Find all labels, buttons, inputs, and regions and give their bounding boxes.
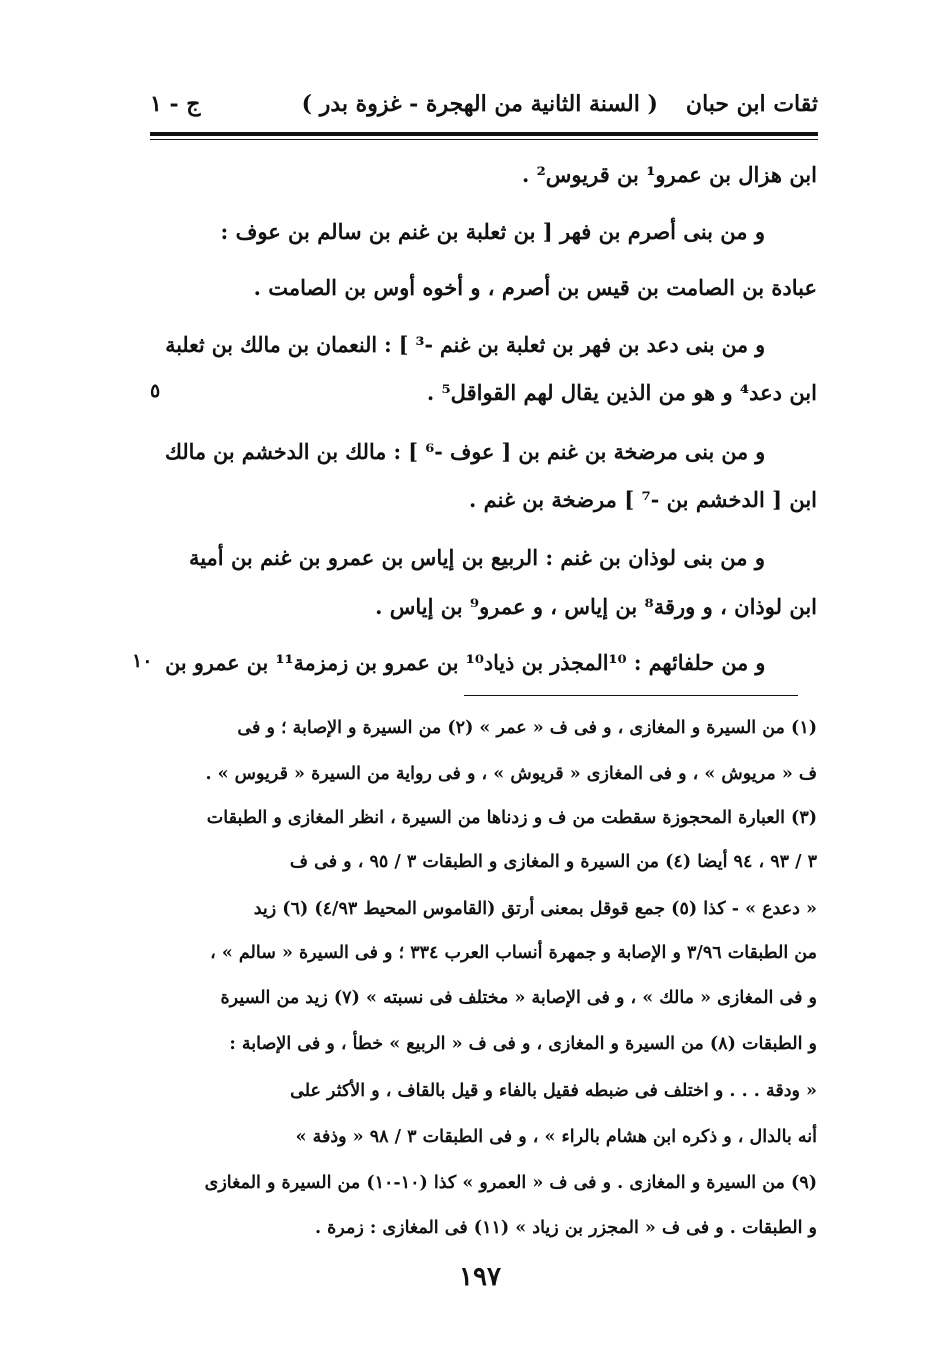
footnote-line: و الطبقات . و فى ف « المجزر بن زياد » (١١) فى المغازى : زمرة . (314, 1218, 817, 1238)
text-line: ابن دعد⁴ و هو من الذين يقال لهم القواقل⁵ . (426, 380, 817, 405)
text-line: و من بنى دعد بن فهر بن ثعلبة بن غنم -³ ] : النعمان بن مالك بن ثعلبة (165, 332, 765, 357)
text-line: ابن هزال بن عمرو¹ بن قريوس² . (521, 162, 817, 187)
footnote-line: و فى المغازى « مالك » ، و فى الإصابة « مختلف فى نسبته » (٧) زيد من السيرة (220, 988, 817, 1008)
footnote-line: ٣ / ٩٣ ، ٩٤ أيضا (٤) من السيرة و المغازى و الطبقات ٣ / ٩٥ ، و فى ف (289, 852, 817, 872)
footnote-line: (١) من السيرة و المغازى ، و فى ف « عمر » (٢) من السيرة و الإصابة ؛ و فى (237, 718, 817, 738)
text-line: ابن [ الدخشم بن -⁷ ] مرضخة بن غنم . (469, 487, 817, 512)
footnote-line: (٩) من السيرة و المغازى . و فى ف « العمرو » كذا (١٠-١٠) من السيرة و المغازى (204, 1173, 817, 1193)
book-title: ثقات ابن حبان (685, 91, 818, 117)
text-line: و من بنى أصرم بن فهر [ بن ثعلبة بن غنم بن سالم بن عوف : (220, 219, 765, 244)
footnote-line: أنه بالدال ، و ذكره ابن هشام بالراء » ، و فى الطبقات ٣ / ٩٨ « وذفة » (295, 1127, 817, 1147)
header-rule-thin (150, 139, 818, 140)
text-line: ابن لوذان ، و ورقة⁸ بن إياس ، و عمرو⁹ بن إياس . (375, 594, 817, 619)
section-title: ( السنة الثانية من الهجرة - غزوة بدر ) (301, 91, 658, 117)
text-line: و من بنى لوذان بن غنم : الربيع بن إياس بن عمرو بن غنم بن أمية (188, 545, 765, 570)
footnote-line: « دعدع » - كذا (٥) جمع قوقل بمعنى أرتق (القاموس المحيط ٤/٩٣) (٦) زيد (253, 899, 817, 919)
running-header (150, 84, 818, 124)
footnote-rule (464, 695, 798, 696)
footnote-line: (٣) العبارة المحجوزة سقطت من ف و زدناها من السيرة ، انظر المغازى و الطبقات (206, 808, 817, 828)
footnote-line: « ودقة . . . و اختلف فى ضبطه فقيل بالفاء و قيل بالقاف ، و الأكثر على (290, 1081, 817, 1101)
header-rule (150, 132, 818, 136)
line-number: ٥ (150, 380, 161, 402)
footnote-line: من الطبقات ٣/٩٦ و الإصابة و جمهرة أنساب العرب ٣٣٤ ؛ و فى السيرة « سالم » ، (210, 943, 817, 963)
text-line: عبادة بن الصامت بن قيس بن أصرم ، و أخوه أوس بن الصامت . (253, 275, 817, 300)
footnote-line: ف « مريوش » ، و فى المغازى « قريوش » ، و فى رواية من السيرة « قريوس » . (205, 764, 817, 784)
volume-label: ج - ١ (150, 91, 201, 117)
line-number: ١٠ (132, 650, 153, 672)
page-number: ١٩٧ (459, 1262, 501, 1292)
text-line: و من بنى مرضخة بن غنم بن [ عوف -⁶ ] : مالك بن الدخشم بن مالك (164, 439, 765, 464)
text-line: و من حلفائهم : ¹⁰المجذر بن ذياد¹⁰ بن عمرو بن زمزمة¹¹ بن عمرو بن (164, 650, 765, 675)
footnote-line: و الطبقات (٨) من السيرة و المغازى ، و فى ف « الربيع » خطأ ، و فى الإصابة : (229, 1034, 817, 1054)
